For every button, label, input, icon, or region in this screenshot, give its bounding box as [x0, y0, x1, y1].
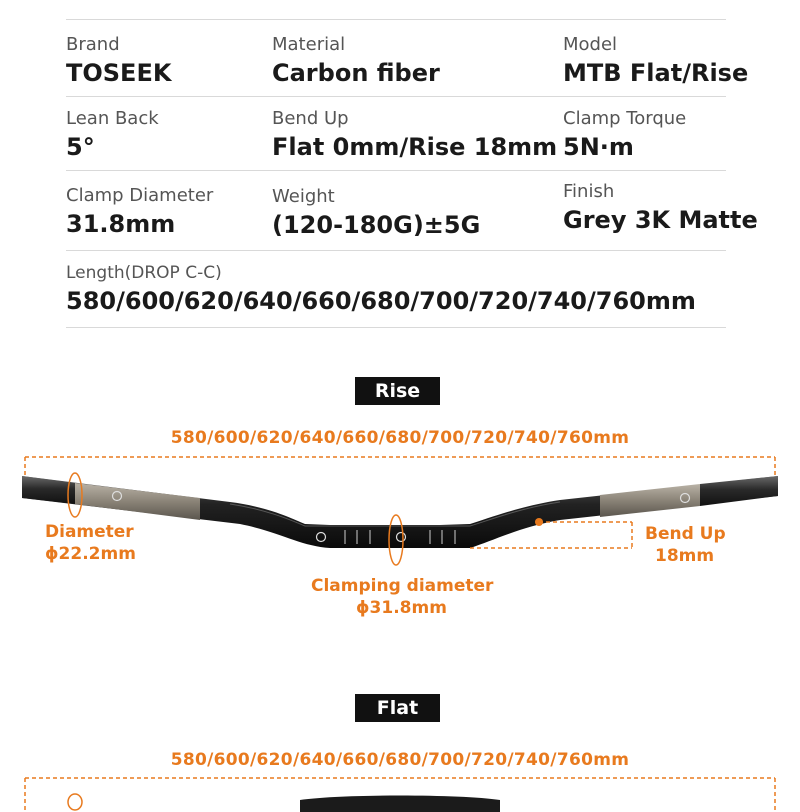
spec-value: 5°	[66, 132, 159, 162]
spec-label: Model	[563, 34, 748, 56]
spec-clamp-torque	[563, 108, 686, 162]
flat-length-label: 580/600/620/640/660/680/700/720/740/760mm	[0, 750, 800, 770]
bend-up-value: 18mm	[655, 546, 714, 567]
spec-length	[66, 262, 696, 316]
spec-clamp-diameter	[66, 185, 213, 239]
rise-length-label: 580/600/620/640/660/680/700/720/740/760mm	[0, 428, 800, 448]
spec-value: TOSEEK	[66, 58, 171, 88]
spec-label: Clamp Torque	[563, 108, 686, 130]
spec-label: Bend Up	[272, 108, 557, 130]
spec-value: Flat 0mm/Rise 18mm	[272, 132, 557, 162]
flat-diameter-marker	[68, 794, 82, 810]
spec-label: Material	[272, 34, 440, 56]
spec-label: Length(DROP C-C)	[66, 262, 696, 284]
flat-tag: Flat	[355, 694, 440, 722]
clamping-diameter-label: Clamping diameter	[311, 576, 493, 597]
divider	[66, 170, 726, 171]
flat-handlebar	[300, 796, 500, 812]
spec-label: Weight	[272, 186, 480, 208]
divider	[66, 96, 726, 97]
rise-tag: Rise	[355, 377, 440, 405]
diameter-value: ϕ22.2mm	[45, 544, 136, 565]
spec-model	[563, 34, 748, 88]
spec-label: Finish	[563, 181, 758, 203]
spec-value: 31.8mm	[66, 209, 213, 239]
spec-value: (120-180G)±5G	[272, 210, 480, 240]
diameter-label: Diameter	[45, 522, 134, 543]
divider	[66, 327, 726, 328]
spec-value: 580/600/620/640/660/680/700/720/740/760mm	[66, 286, 696, 316]
spec-label: Lean Back	[66, 108, 159, 130]
spec-brand	[66, 34, 171, 88]
spec-weight	[272, 186, 480, 240]
spec-material	[272, 34, 440, 88]
divider	[66, 19, 726, 20]
spec-label: Clamp Diameter	[66, 185, 213, 207]
spec-value: 5N·m	[563, 132, 686, 162]
clamping-diameter-value: ϕ31.8mm	[356, 598, 447, 619]
spec-lean-back	[66, 108, 159, 162]
spec-finish	[563, 181, 758, 235]
divider	[66, 250, 726, 251]
spec-value: Grey 3K Matte	[563, 205, 758, 235]
bend-up-label: Bend Up	[645, 524, 726, 545]
spec-bend-up	[272, 108, 557, 162]
spec-value: Carbon fiber	[272, 58, 440, 88]
spec-value: MTB Flat/Rise	[563, 58, 748, 88]
flat-handlebar-diagram	[0, 772, 800, 812]
spec-label: Brand	[66, 34, 171, 56]
